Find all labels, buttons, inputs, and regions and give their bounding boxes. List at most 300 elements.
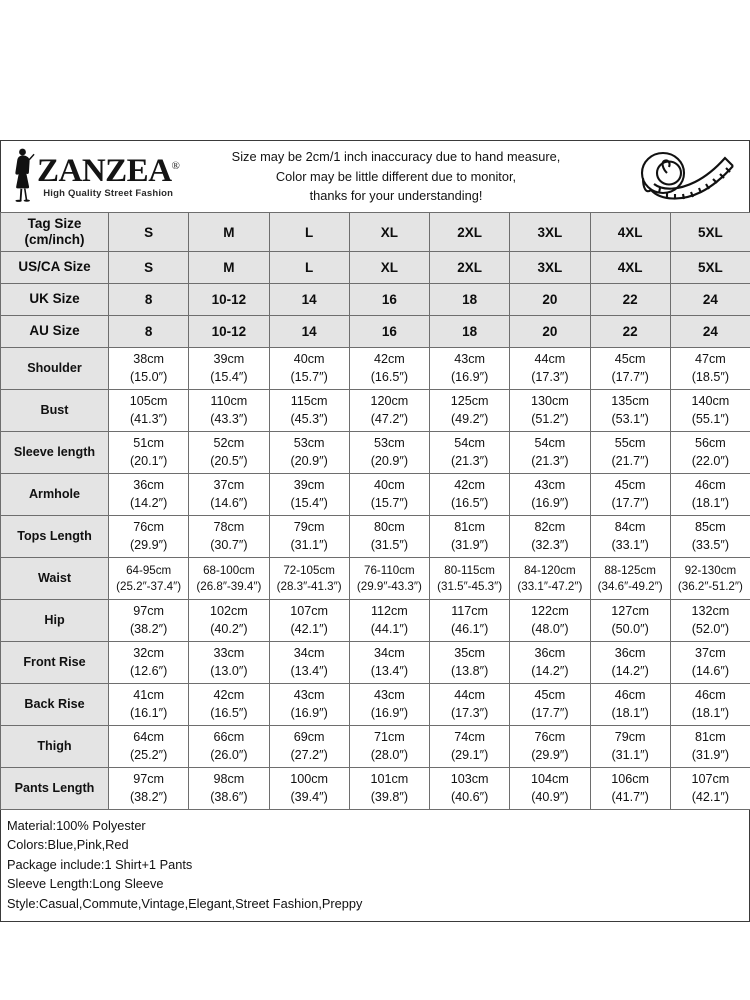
cell-hip-6: [510, 600, 590, 642]
cm-value: 54cm: [534, 436, 566, 451]
cell-tag-size-4xl: 4XL: [590, 213, 670, 252]
inch-value: (33.5″): [691, 537, 730, 552]
cell-thigh-5: [430, 726, 510, 768]
notice-line-1: Size may be 2cm/1 inch inaccuracy due to hand measure,: [231, 148, 561, 164]
cm-value: 46cm: [694, 688, 726, 703]
cm-value: 52cm: [213, 436, 245, 451]
inch-value: (12.6″): [129, 663, 168, 678]
cell-tag-size-s: S: [109, 213, 189, 252]
cm-value: 101cm: [370, 772, 409, 787]
inch-value: (14.6″): [210, 495, 248, 510]
cm-value: 74cm: [454, 730, 486, 745]
cell-uk-5: 18: [430, 284, 510, 316]
inch-value: (14.2″): [611, 663, 649, 678]
inch-value: (34.6″-49.2″): [597, 579, 663, 593]
inch-value: (15.7″): [290, 369, 328, 384]
table-body: [1, 213, 750, 810]
cm-value: 130cm: [530, 394, 569, 409]
inch-value: (31.5″): [370, 537, 409, 552]
inch-value: (28.0″): [370, 747, 409, 762]
inch-value: (30.7″): [210, 537, 248, 552]
cell-armhole-4: [349, 474, 429, 516]
inch-value: (31.1″): [611, 747, 649, 762]
cell-au-7: 22: [590, 316, 670, 348]
inch-value: (25.2″-37.4″): [116, 579, 182, 593]
cell-pants-7: [590, 768, 670, 810]
cell-sleeve-6: [510, 432, 590, 474]
cm-value: 64-95cm: [126, 563, 172, 577]
table-row-tops-length: [1, 516, 750, 558]
cell-tops-5: [430, 516, 510, 558]
cell-bust-3: [269, 390, 349, 432]
cell-bust-1: [109, 390, 189, 432]
inch-value: (45.3″): [290, 411, 328, 426]
inch-value: (22.0″): [691, 453, 730, 468]
cm-value: 72-105cm: [283, 563, 335, 577]
cell-hip-1: [109, 600, 189, 642]
inch-value: (16.5″): [450, 495, 489, 510]
cm-value: 43cm: [534, 478, 566, 493]
cell-au-1: 8: [109, 316, 189, 348]
cm-value: 106cm: [611, 772, 650, 787]
cell-us-ca-8: 5XL: [670, 252, 750, 284]
cm-value: 43cm: [454, 352, 486, 367]
cm-value: 51cm: [133, 436, 165, 451]
cm-value: 79cm: [614, 730, 646, 745]
cell-waist-1: [109, 558, 189, 600]
cell-us-ca-1: S: [109, 252, 189, 284]
cell-back-rise-8: [670, 684, 750, 726]
cm-value: 56cm: [694, 436, 726, 451]
inch-value: (18.1″): [611, 705, 649, 720]
woman-silhouette-icon: [9, 146, 35, 207]
table-row-us-ca-size: [1, 252, 750, 284]
cell-shoulder-8: [670, 348, 750, 390]
cell-tag-size-l: L: [269, 213, 349, 252]
inch-value: (43.3″): [210, 411, 248, 426]
inch-value: (50.0″): [611, 621, 649, 636]
cell-shoulder-4: [349, 348, 429, 390]
cell-front-rise-4: [349, 642, 429, 684]
cm-value: 69cm: [293, 730, 325, 745]
brand-name: ZANZEA®: [37, 152, 180, 189]
inch-value: (47.2″): [370, 411, 409, 426]
inch-value: (44.1″): [370, 621, 409, 636]
detail-sleeve-length: Sleeve Length:Long Sleeve: [7, 876, 164, 892]
cell-shoulder-5: [430, 348, 510, 390]
table-row-front-rise: [1, 642, 750, 684]
inch-value: (32.3″): [531, 537, 569, 552]
cm-value: 84-120cm: [524, 563, 576, 577]
cm-value: 36cm: [534, 646, 566, 661]
cell-armhole-1: [109, 474, 189, 516]
measurement-notice: [169, 147, 623, 206]
cm-value: 45cm: [534, 688, 566, 703]
cm-value: 100cm: [290, 772, 329, 787]
row-label-sleeve-length: Sleeve length: [1, 432, 109, 474]
cm-value: 43cm: [373, 688, 405, 703]
row-label-waist: Waist: [1, 558, 109, 600]
cell-armhole-2: [189, 474, 269, 516]
size-chart-page: [0, 140, 750, 922]
cell-tag-size-3xl: 3XL: [510, 213, 590, 252]
cell-pants-3: [269, 768, 349, 810]
cell-uk-6: 20: [510, 284, 590, 316]
cm-value: 135cm: [611, 394, 650, 409]
cm-value: 46cm: [694, 478, 726, 493]
inch-value: (21.3″): [531, 453, 569, 468]
inch-value: (31.5″-45.3″): [437, 579, 503, 593]
inch-value: (40.9″): [531, 789, 569, 804]
product-details: [0, 810, 750, 922]
cell-bust-6: [510, 390, 590, 432]
row-label-thigh: Thigh: [1, 726, 109, 768]
inch-value: (15.7″): [370, 495, 409, 510]
cell-pants-5: [430, 768, 510, 810]
cm-value: 53cm: [373, 436, 405, 451]
cell-us-ca-4: XL: [349, 252, 429, 284]
inch-value: (17.7″): [611, 369, 649, 384]
cell-shoulder-6: [510, 348, 590, 390]
cell-thigh-7: [590, 726, 670, 768]
inch-value: (42.1″): [691, 789, 730, 804]
cm-value: 76cm: [133, 520, 165, 535]
header-banner: [0, 140, 750, 212]
table-row-armhole: [1, 474, 750, 516]
inch-value: (17.7″): [611, 495, 649, 510]
cm-value: 33cm: [213, 646, 245, 661]
inch-value: (21.7″): [611, 453, 649, 468]
cell-bust-8: [670, 390, 750, 432]
cm-value: 102cm: [209, 604, 248, 619]
cell-tops-8: [670, 516, 750, 558]
cell-bust-2: [189, 390, 269, 432]
cell-back-rise-1: [109, 684, 189, 726]
tag-size-line-1: Tag Size: [27, 215, 82, 231]
cm-value: 71cm: [373, 730, 405, 745]
cm-value: 42cm: [373, 352, 405, 367]
inch-value: (55.1″): [691, 411, 730, 426]
row-label-us-ca-size: US/CA Size: [1, 252, 109, 284]
inch-value: (17.3″): [450, 705, 489, 720]
cell-pants-6: [510, 768, 590, 810]
cell-front-rise-2: [189, 642, 269, 684]
cm-value: 79cm: [293, 520, 325, 535]
cell-shoulder-3: [269, 348, 349, 390]
cell-au-3: 14: [269, 316, 349, 348]
cm-value: 105cm: [129, 394, 168, 409]
inch-value: (20.9″): [290, 453, 328, 468]
cm-value: 53cm: [293, 436, 325, 451]
cm-value: 47cm: [694, 352, 726, 367]
cm-value: 39cm: [293, 478, 325, 493]
cm-value: 120cm: [370, 394, 409, 409]
row-label-back-rise: Back Rise: [1, 684, 109, 726]
cell-back-rise-4: [349, 684, 429, 726]
cell-uk-8: 24: [670, 284, 750, 316]
cm-value: 107cm: [691, 772, 730, 787]
row-label-tops-length: Tops Length: [1, 516, 109, 558]
cell-waist-4: [349, 558, 429, 600]
inch-value: (40.6″): [450, 789, 489, 804]
measuring-tape-icon: [623, 147, 743, 207]
cm-value: 78cm: [213, 520, 245, 535]
cm-value: 88-125cm: [604, 563, 656, 577]
cell-thigh-1: [109, 726, 189, 768]
brand-wordmark: [37, 152, 180, 199]
inch-value: (20.1″): [129, 453, 168, 468]
cm-value: 39cm: [213, 352, 245, 367]
inch-value: (31.1″): [290, 537, 328, 552]
detail-package: Package include:1 Shirt+1 Pants: [7, 856, 193, 872]
cm-value: 45cm: [614, 352, 646, 367]
cm-value: 34cm: [293, 646, 325, 661]
cm-value: 122cm: [530, 604, 569, 619]
inch-value: (39.4″): [290, 789, 328, 804]
cm-value: 112cm: [370, 604, 408, 619]
inch-value: (25.2″): [129, 747, 168, 762]
table-row-waist: [1, 558, 750, 600]
cell-tops-6: [510, 516, 590, 558]
row-label-bust: Bust: [1, 390, 109, 432]
cm-value: 80cm: [373, 520, 405, 535]
cell-bust-5: [430, 390, 510, 432]
cell-us-ca-5: 2XL: [430, 252, 510, 284]
inch-value: (29.9″): [129, 537, 168, 552]
inch-value: (18.5″): [691, 369, 730, 384]
cm-value: 110cm: [210, 394, 248, 409]
cell-pants-4: [349, 768, 429, 810]
cell-us-ca-3: L: [269, 252, 349, 284]
cell-uk-3: 14: [269, 284, 349, 316]
brand-logo: [9, 146, 180, 207]
cm-value: 55cm: [614, 436, 646, 451]
row-label-front-rise: Front Rise: [1, 642, 109, 684]
detail-material: Material:100% Polyester: [7, 818, 146, 833]
inch-value: (13.4″): [290, 663, 328, 678]
inch-value: (46.1″): [450, 621, 489, 636]
cm-value: 44cm: [534, 352, 566, 367]
row-label-armhole: Armhole: [1, 474, 109, 516]
inch-value: (14.2″): [129, 495, 168, 510]
cell-uk-4: 16: [349, 284, 429, 316]
inch-value: (16.1″): [129, 705, 168, 720]
inch-value: (52.0″): [691, 621, 730, 636]
inch-value: (51.2″): [531, 411, 569, 426]
inch-value: (41.7″): [611, 789, 649, 804]
cell-tops-1: [109, 516, 189, 558]
cm-value: 36cm: [614, 646, 646, 661]
inch-value: (29.9″): [531, 747, 569, 762]
cell-front-rise-7: [590, 642, 670, 684]
cm-value: 45cm: [614, 478, 646, 493]
cm-value: 84cm: [614, 520, 646, 535]
inch-value: (31.9″): [450, 537, 489, 552]
inch-value: (28.3″-41.3″): [276, 579, 342, 593]
cell-front-rise-1: [109, 642, 189, 684]
cm-value: 46cm: [614, 688, 646, 703]
brand-tagline: High Quality Street Fashion: [43, 187, 174, 199]
inch-value: (49.2″): [450, 411, 489, 426]
cell-back-rise-2: [189, 684, 269, 726]
cm-value: 41cm: [133, 688, 165, 703]
row-label-hip: Hip: [1, 600, 109, 642]
inch-value: (26.8″-39.4″): [196, 579, 262, 593]
inch-value: (16.5″): [210, 705, 248, 720]
cell-sleeve-2: [189, 432, 269, 474]
cell-tag-size-xl: XL: [349, 213, 429, 252]
cell-thigh-3: [269, 726, 349, 768]
cm-value: 85cm: [694, 520, 726, 535]
cell-us-ca-6: 3XL: [510, 252, 590, 284]
cm-value: 132cm: [691, 604, 730, 619]
detail-style: Style:Casual,Commute,Vintage,Elegant,Street Fashion,Preppy: [7, 895, 363, 911]
cm-value: 140cm: [691, 394, 730, 409]
inch-value: (40.2″): [210, 621, 248, 636]
cell-pants-8: [670, 768, 750, 810]
cm-value: 81cm: [694, 730, 726, 745]
cell-pants-1: [109, 768, 189, 810]
table-row-tag-size: [1, 213, 750, 252]
row-label-uk-size: UK Size: [1, 284, 109, 316]
table-row-au-size: [1, 316, 750, 348]
cell-front-rise-6: [510, 642, 590, 684]
inch-value: (14.2″): [531, 663, 569, 678]
cm-value: 34cm: [373, 646, 405, 661]
cm-value: 97cm: [133, 772, 165, 787]
cm-value: 37cm: [694, 646, 726, 661]
cell-hip-3: [269, 600, 349, 642]
cm-value: 81cm: [454, 520, 486, 535]
cell-hip-8: [670, 600, 750, 642]
inch-value: (38.2″): [129, 621, 168, 636]
cm-value: 104cm: [530, 772, 569, 787]
inch-value: (41.3″): [129, 411, 168, 426]
inch-value: (26.0″): [210, 747, 248, 762]
cm-value: 80-115cm: [444, 563, 495, 577]
tag-size-line-2: (cm/inch): [24, 232, 85, 247]
cell-tag-size-5xl: 5XL: [670, 213, 750, 252]
cell-au-6: 20: [510, 316, 590, 348]
cm-value: 36cm: [133, 478, 165, 493]
cell-au-4: 16: [349, 316, 429, 348]
cm-value: 35cm: [454, 646, 486, 661]
cell-thigh-8: [670, 726, 750, 768]
cell-tag-size-m: M: [189, 213, 269, 252]
table-row-shoulder: [1, 348, 750, 390]
inch-value: (36.2″-51.2″): [677, 579, 743, 593]
inch-value: (20.9″): [370, 453, 409, 468]
cm-value: 37cm: [213, 478, 245, 493]
cell-us-ca-2: M: [189, 252, 269, 284]
cell-armhole-6: [510, 474, 590, 516]
inch-value: (13.8″): [450, 663, 489, 678]
cell-bust-7: [590, 390, 670, 432]
cm-value: 64cm: [133, 730, 165, 745]
notice-line-3: thanks for your understanding!: [309, 188, 483, 204]
inch-value: (17.7″): [531, 705, 569, 720]
inch-value: (27.2″): [290, 747, 328, 762]
cm-value: 43cm: [293, 688, 325, 703]
notice-line-2: Color may be little different due to monitor,: [275, 168, 517, 184]
cell-armhole-8: [670, 474, 750, 516]
table-row-sleeve-length: [1, 432, 750, 474]
cm-value: 76cm: [534, 730, 566, 745]
size-chart-table: [0, 212, 750, 810]
cell-waist-8: [670, 558, 750, 600]
cm-value: 76-110cm: [364, 563, 415, 577]
cm-value: 42cm: [213, 688, 245, 703]
cell-waist-5: [430, 558, 510, 600]
cell-waist-2: [189, 558, 269, 600]
cm-value: 92-130cm: [684, 563, 737, 577]
cm-value: 117cm: [451, 604, 489, 619]
cell-hip-7: [590, 600, 670, 642]
cell-back-rise-7: [590, 684, 670, 726]
cell-sleeve-5: [430, 432, 510, 474]
cell-back-rise-5: [430, 684, 510, 726]
cell-waist-7: [590, 558, 670, 600]
row-label-au-size: AU Size: [1, 316, 109, 348]
cell-uk-2: 10-12: [189, 284, 269, 316]
inch-value: (29.1″): [450, 747, 489, 762]
table-row-bust: [1, 390, 750, 432]
cell-uk-7: 22: [590, 284, 670, 316]
inch-value: (13.4″): [370, 663, 409, 678]
table-row-back-rise: [1, 684, 750, 726]
cell-au-2: 10-12: [189, 316, 269, 348]
cell-tops-7: [590, 516, 670, 558]
cell-armhole-7: [590, 474, 670, 516]
cm-value: 44cm: [454, 688, 486, 703]
cell-hip-4: [349, 600, 429, 642]
cell-sleeve-4: [349, 432, 429, 474]
cell-sleeve-8: [670, 432, 750, 474]
cell-thigh-2: [189, 726, 269, 768]
cm-value: 125cm: [450, 394, 489, 409]
cell-front-rise-5: [430, 642, 510, 684]
detail-colors: Colors:Blue,Pink,Red: [7, 837, 129, 853]
inch-value: (48.0″): [531, 621, 569, 636]
inch-value: (16.9″): [290, 705, 328, 720]
cell-pants-2: [189, 768, 269, 810]
inch-value: (16.9″): [531, 495, 569, 510]
cm-value: 42cm: [454, 478, 486, 493]
cell-thigh-6: [510, 726, 590, 768]
cell-tops-3: [269, 516, 349, 558]
inch-value: (31.9″): [691, 747, 730, 762]
table-row-uk-size: [1, 284, 750, 316]
cm-value: 98cm: [213, 772, 245, 787]
cell-sleeve-3: [269, 432, 349, 474]
cell-front-rise-3: [269, 642, 349, 684]
cm-value: 115cm: [290, 394, 328, 409]
row-label-pants-length: Pants Length: [1, 768, 109, 810]
cm-value: 32cm: [133, 646, 165, 661]
cell-shoulder-1: [109, 348, 189, 390]
cm-value: 127cm: [611, 604, 650, 619]
cell-hip-5: [430, 600, 510, 642]
table-row-hip: [1, 600, 750, 642]
cell-armhole-5: [430, 474, 510, 516]
cm-value: 40cm: [293, 352, 325, 367]
inch-value: (33.1″-47.2″): [517, 579, 583, 593]
inch-value: (20.5″): [210, 453, 248, 468]
cm-value: 38cm: [133, 352, 165, 367]
cell-shoulder-7: [590, 348, 670, 390]
cell-sleeve-7: [590, 432, 670, 474]
cell-tops-4: [349, 516, 429, 558]
